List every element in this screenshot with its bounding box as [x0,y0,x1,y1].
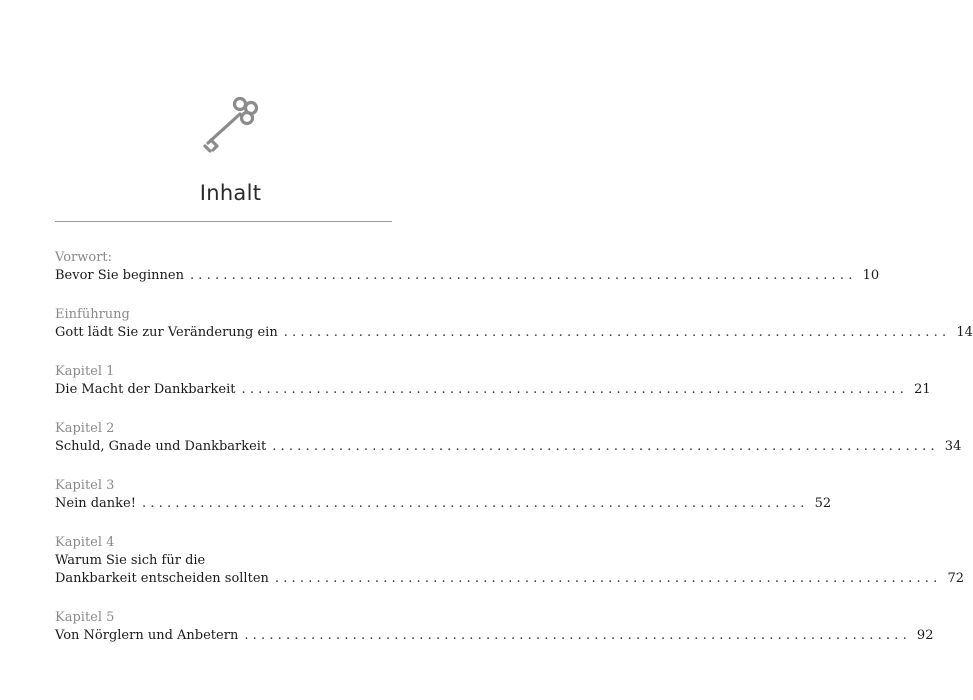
toc-entry-title: Die Macht der Dankbarkeit [55,382,236,397]
toc-entry-page: 21 [914,382,931,397]
toc-entry-page: 10 [862,268,880,283]
title-divider [55,221,392,222]
toc-entry-title: Nein danke! [55,496,136,511]
toc-entry-label: Kapitel 3 [55,478,115,493]
toc-entry-label: Kapitel 2 [55,421,115,436]
dot-leader: ................................................................................ [241,382,909,397]
toc-entry-title: Gott lädt Sie zur Veränderung ein [55,325,278,340]
toc-entry-title: Schuld, Gnade und Dankbarkeit [55,439,267,454]
toc-entry-vorwort [55,249,880,285]
toc-entry-label: Kapitel 1 [55,364,115,379]
toc-entry-row [55,438,962,456]
toc-entry-title: Dankbarkeit entscheiden sollten [55,571,269,586]
toc-entry-label: Vorwort: [55,250,113,265]
dot-leader: ................................................................................ [244,628,911,643]
toc-entry-label: Einführung [55,307,130,322]
dot-leader: ................................................................................ [283,325,951,340]
dot-leader: ................................................................................ [189,268,857,283]
toc-entry-row [55,324,973,342]
key-icon [196,96,260,154]
toc-entry-page: 34 [944,439,962,454]
toc-entry-row [55,627,934,645]
toc-entry-title: Bevor Sie beginnen [55,268,184,283]
toc-entry-title: Von Nörglern und Anbetern [55,628,239,643]
toc-entry-kapitel-1 [55,363,931,399]
table-of-contents [55,249,973,645]
dot-leader: ................................................................................ [272,439,939,454]
toc-entry-row [55,570,965,588]
dot-leader: ................................................................................ [141,496,809,511]
toc-entry-row [55,381,931,399]
toc-entry-einfuehrung [55,306,973,342]
toc-entry-page: 14 [956,325,973,340]
toc-entry-kapitel-4 [55,534,965,588]
toc-entry-page: 72 [947,571,965,586]
page-title: Inhalt [199,181,262,205]
toc-entry-title-line: Warum Sie sich für die [55,553,206,568]
toc-entry-page: 92 [916,628,934,643]
toc-entry-row [55,495,832,513]
dot-leader: ................................................................................ [274,571,942,586]
toc-entry-page: 52 [814,496,832,511]
toc-entry-label: Kapitel 4 [55,535,115,550]
toc-entry-kapitel-2 [55,420,962,456]
toc-entry-kapitel-5 [55,609,934,645]
toc-entry-row [55,267,880,285]
toc-entry-kapitel-3 [55,477,832,513]
toc-entry-label: Kapitel 5 [55,610,115,625]
